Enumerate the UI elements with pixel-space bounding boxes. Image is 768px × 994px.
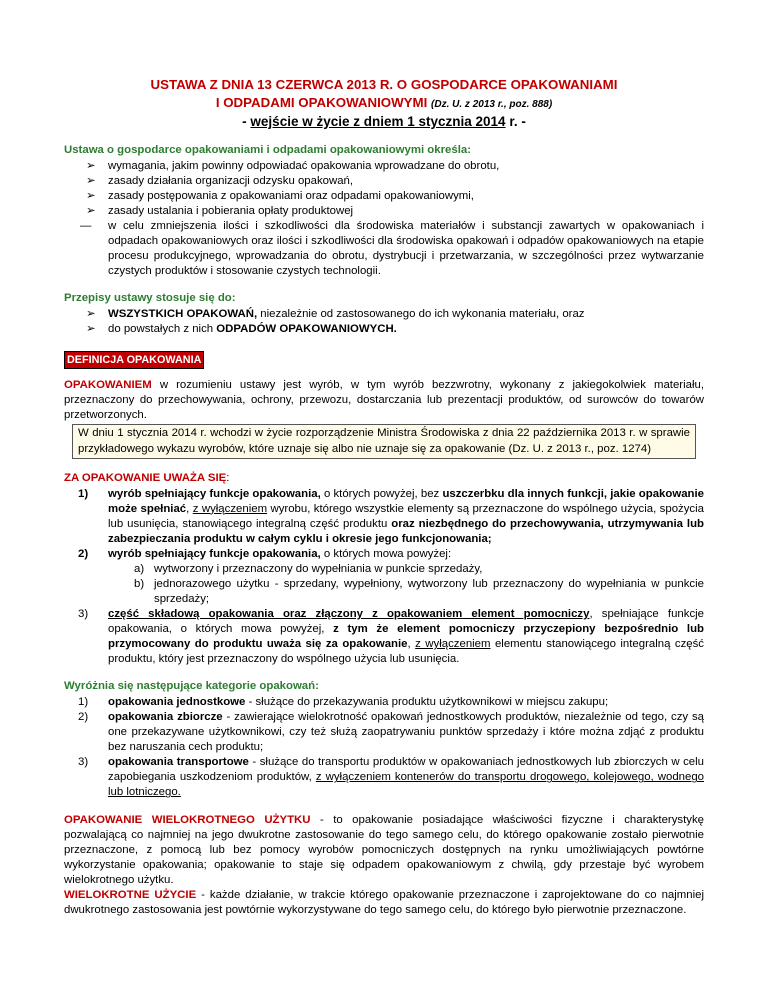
scope-section <box>64 143 704 279</box>
list-item: ➢ zasady postępowania z opakowaniami oraz odpadami opakowaniowymi, <box>108 189 704 204</box>
considered-section <box>64 471 704 668</box>
definition-text: OPAKOWANIEM w rozumieniu ustawy jest wyrób, w tym wyrób bezzwrotny, wykonany z jakiegokolwiek materiału, przeznaczony do przechowywania, ochrony, przewozu, dostarczania lub prezentacji produktów, od surowców do towarów przetworzonych. <box>64 379 704 422</box>
arrow-bullet-icon: ➢ <box>86 159 96 172</box>
title-line-2 <box>64 94 704 112</box>
considered-list <box>64 487 704 668</box>
arrow-bullet-icon: ➢ <box>86 307 96 320</box>
list-item: 3) opakowania transportowe - służące do transportu produktów w opakowaniach jednostkowych lub zbiorczych w celu zapobiegania uszkodzeniom produktów, z wyłączeniem kontenerów do transportu drogowego, kolejowego, wodnego lub lotniczego. <box>78 756 704 799</box>
arrow-bullet-icon: ➢ <box>86 189 96 202</box>
sub-list <box>108 562 704 607</box>
list-item: ➢ WSZYSTKICH OPAKOWAŃ, niezależnie od zastosowanego do ich wykonania materiału, oraz <box>108 307 704 322</box>
scope-heading: Ustawa o gospodarce opakowaniami i odpadami opakowaniowymi określa: <box>64 143 471 156</box>
list-item: 1) opakowania jednostkowe - służące do przekazywania produktu użytkownikowi w miejscu zakupu; <box>78 696 609 709</box>
considered-heading: ZA OPAKOWANIE UWAŻA SIĘ: <box>64 471 230 484</box>
list-item: 1) wyrób spełniający funkcje opakowania, o których powyżej, bez uszczerbku dla innych funkcji, jakie opakowanie może spełniać, z wyłączeniem wyrobu, którego wszystkie elementy są przeznaczone do wspólnego użycia, spożycia lub usunięcia, stanowiącego integralną część produktu oraz niezbędnego do przechowywania, utrzymywania lub zabezpieczania produktu w całym cyklu i okresie jego funkcjonowania; <box>78 487 705 545</box>
title-line-1: USTAWA Z DNIA 13 CZERWCA 2013 R. O GOSPODARCE OPAKOWANIAMI <box>150 77 618 92</box>
list-item: a) wytworzony i przeznaczony do wypełniania w punkcie sprzedaży, <box>134 562 483 575</box>
reusable-definition: OPAKOWANIE WIELOKROTNEGO UŻYTKU - to opakowanie posiadające właściwości fizyczne i charakterystykę pozwalającą co najmniej na jego dwukrotne zastosowanie do tego samego celu, do którego opakowanie zostało pierwotnie przeznaczone, z pomocą lub bez pomocy wyrobów pomocniczych dostępnych na rynku umożliwiających powtórne wykorzystanie opakowania; opakowanie to staje się odpadem opakowaniowym z chwilą, gdy przestaje być wyrobem wielokrotnego użytku. <box>64 813 704 886</box>
document-page <box>64 76 704 918</box>
list-item: ➢ wymagania, jakim powinny odpowiadać opakowania wprowadzane do obrotu, <box>108 159 704 174</box>
categories-list <box>64 695 704 800</box>
list-item: b) jednorazowego użytku - sprzedany, wypełniony, wytworzony lub przeznaczony do wypełniania w punkcie sprzedaży; <box>134 577 704 605</box>
title-line-2-text: I ODPADAMI OPAKOWANIOWYMI <box>215 95 428 111</box>
list-item: ➢ zasady działania organizacji odzysku opakowań, <box>108 174 704 189</box>
list-item: 2) wyrób spełniający funkcje opakowania, o których mowa powyżej: a) wytworzony i przeznaczony do wypełniania w punkcie sprzedaży, b) jednorazowego użytku - sprzedany, wypełniony, wytworzony lub przeznaczony do wypełniania w punkcie sprzedaży; <box>108 547 704 607</box>
reusable-section <box>64 813 704 918</box>
document-title <box>64 76 704 113</box>
definition-heading: DEFINICJA OPAKOWANIA <box>64 351 204 369</box>
applies-section <box>64 291 704 337</box>
categories-heading: Wyróżnia się następujące kategorie opakowań: <box>64 680 319 693</box>
dash-icon: — <box>80 219 92 232</box>
arrow-bullet-icon: ➢ <box>86 204 96 217</box>
scope-list <box>64 159 704 219</box>
list-item: ➢ zasady ustalania i pobierania opłaty produktowej <box>108 204 704 219</box>
arrow-bullet-icon: ➢ <box>86 323 96 336</box>
effective-date: - wejście w życie z dniem 1 stycznia 2014 r. - <box>242 113 526 129</box>
definition-section <box>64 337 704 458</box>
list-item: 3) część składową opakowania oraz złączony z opakowaniem element pomocniczy, spełniające funkcje opakowania, o których mowa powyżej, z tym że element pomocniczy przyczepiony bezpośrednio lub przymocowany do produktu uważa się za opakowanie, z wyłączeniem elementu stanowiącego integralną część produktu, który jest przeznaczony do wspólnego użycia lub usunięcia. <box>78 607 705 666</box>
scope-purpose: — w celu zmniejszenia ilości i szkodliwości dla środowiska materiałów i substancji zawartych w opakowaniach i odpadach opakowaniowych oraz ilości i szkodliwości dla środowiska opakowań i odpadów opakowaniowych na etapie procesu produkcyjnego, wprowadzania do obrotu, dystrybucji i przetwarzania, w szczególności przez wytwarzanie czystych produktów i stosowanie czystych technologii. <box>80 219 704 277</box>
title-reference: (Dz. U. z 2013 r., poz. 888) <box>431 99 553 111</box>
categories-section <box>64 679 704 800</box>
reuse-definition: WIELOKROTNE UŻYCIE - każde działanie, w trakcie którego opakowanie przeznaczone i zaprojektowane do co najmniej dwukrotnego zastosowania jest powtórnie wykorzystywane do tego samego celu, do którego było pierwotnie przeznaczone. <box>64 888 705 916</box>
applies-heading: Przepisy ustawy stosuje się do: <box>64 291 236 304</box>
applies-list <box>64 307 704 337</box>
arrow-bullet-icon: ➢ <box>86 174 96 187</box>
list-item: ➢ do powstałych z nich ODPADÓW OPAKOWANIOWYCH. <box>108 322 704 337</box>
list-item: 2) opakowania zbiorcze - zawierające wielokrotność opakowań jednostkowych produktów, niezależnie od tego, czy są one przekazywane użytkownikowi, czy też służą zaopatrywaniu punktów sprzedaży i które można zdjąć z produktu bez naruszania cech produktu; <box>78 711 704 754</box>
effective-date-text: wejście w życie z dniem 1 stycznia 2014 <box>250 113 506 129</box>
regulation-note-box: W dniu 1 stycznia 2014 r. wchodzi w życie rozporządzenie Ministra Środowiska z dnia 22 października 2013 r. w sprawie przykładowego wykazu wyrobów, które uznaje się albo nie uznaje się za opakowanie (Dz. U. z 2013 r., poz. 1274) <box>72 424 696 458</box>
